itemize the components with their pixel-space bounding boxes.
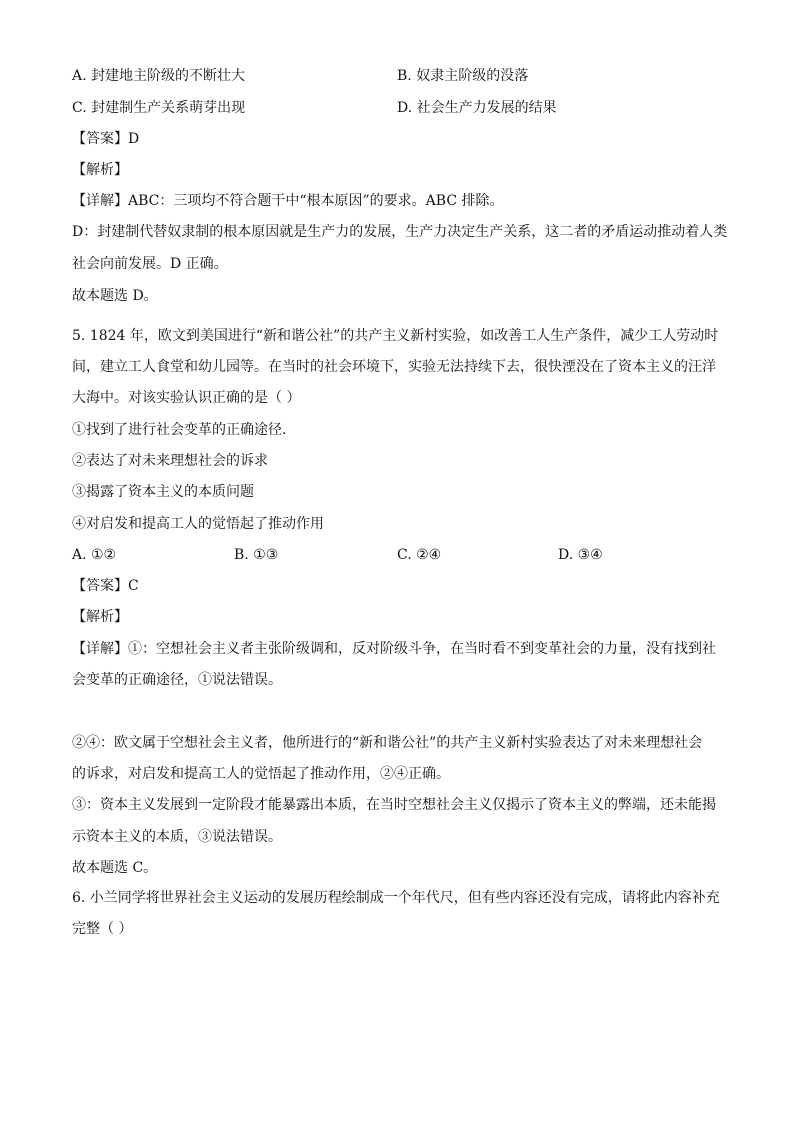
q5-item-3: ③揭露了资本主义的本质问题 xyxy=(72,484,254,500)
q6-stem-line-2: 完整（ ） xyxy=(72,921,133,937)
q5-item-4: ④对启发和提高工人的觉悟起了推动作用 xyxy=(72,516,324,532)
q4-option-a: A. 封建地主阶级的不断壮大 xyxy=(72,68,246,84)
q4-detail-line-2b: 社会向前发展。D 正确。 xyxy=(72,256,228,272)
q5-detail-line-2a: ②④：欧文属于空想社会主义者，他所进行的“新和谐公社”的共产主义新村实验表达了对未来理想社会 xyxy=(72,735,703,751)
q5-detail-line-1a: 【详解】①：空想社会主义者主张阶级调和，反对阶级斗争，在当时看不到变革社会的力量，没有找到社 xyxy=(72,641,716,657)
q5-stem-line-3: 大海中。对该实验认识正确的是（ ） xyxy=(72,390,301,406)
q5-conclusion: 故本题选 C。 xyxy=(72,860,158,876)
q5-stem-line-1: 5. 1824 年，欧文到美国进行“新和谐公社”的共产主义新村实验，如改善工人生产条件，减少工人劳动时 xyxy=(72,328,719,344)
q5-option-a: A. ①② xyxy=(72,547,117,563)
q5-detail-line-3a: ③：资本主义发展到一定阶段才能暴露出本质，在当时空想社会主义仅揭示了资本主义的弊端，还未能揭 xyxy=(72,797,716,813)
q5-analysis-heading: 【解析】 xyxy=(72,609,128,625)
q6-stem-line-1: 6. 小兰同学将世界社会主义运动的发展历程绘制成一个年代尺，但有些内容还没有完成，请将此内容补充 xyxy=(72,890,720,906)
q4-option-b: B. 奴隶主阶级的没落 xyxy=(397,68,529,84)
q5-detail-line-3b: 示资本主义的本质，③说法错误。 xyxy=(72,829,282,845)
q4-conclusion: 故本题选 D。 xyxy=(72,288,158,304)
q4-detail-line-2a: D：封建制代替奴隶制的根本原因就是生产力的发展，生产力决定生产关系，这二者的矛盾运动推动着人类 xyxy=(72,224,728,240)
q5-detail-line-1b: 会变革的正确途径，①说法错误。 xyxy=(72,672,282,688)
q5-item-2: ②表达了对未来理想社会的诉求 xyxy=(72,453,268,469)
q5-option-d: D. ③④ xyxy=(558,547,603,563)
q5-detail-line-2b: 的诉求，对启发和提高工人的觉悟起了推动作用，②④正确。 xyxy=(72,766,450,782)
q4-answer: 【答案】D xyxy=(72,131,140,147)
q4-analysis-heading: 【解析】 xyxy=(72,162,128,178)
q4-option-c: C. 封建制生产关系萌芽出现 xyxy=(72,100,246,116)
q4-detail-line-1: 【详解】ABC：三项均不符合题干中“根本原因”的要求。ABC 排除。 xyxy=(72,193,504,209)
q4-option-d: D. 社会生产力发展的结果 xyxy=(397,100,557,116)
q5-item-1: ①找到了进行社会变革的正确途径. xyxy=(72,422,287,438)
q5-answer: 【答案】C xyxy=(72,578,139,594)
q5-option-b: B. ①③ xyxy=(234,547,279,563)
q5-stem-line-2: 间，建立工人食堂和幼儿园等。在当时的社会环境下，实验无法持续下去，很快湮没在了资本主义的汪洋 xyxy=(72,359,716,375)
q5-option-c: C. ②④ xyxy=(397,547,442,563)
